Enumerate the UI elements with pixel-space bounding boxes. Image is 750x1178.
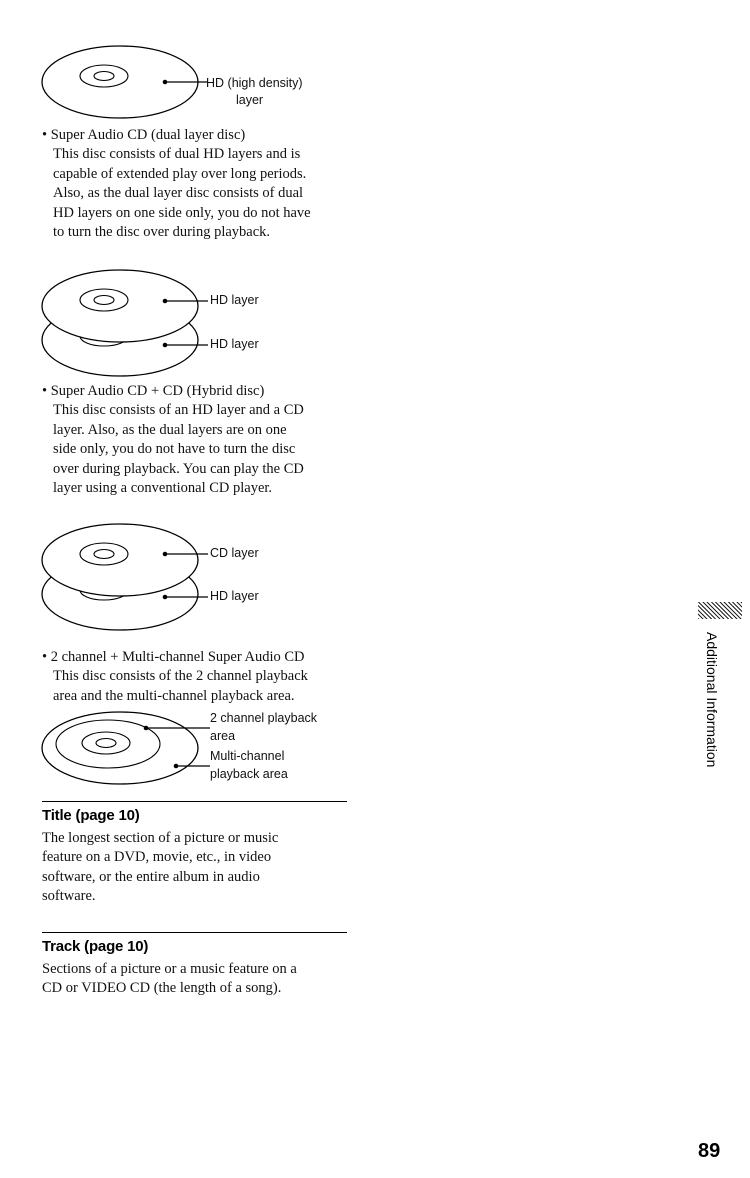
title-definition	[42, 829, 352, 907]
sacd-dual-title: • Super Audio CD (dual layer disc)	[42, 127, 246, 143]
sacd-multi-title: • 2 channel + Multi-channel Super Audio CD	[42, 649, 305, 665]
section-tab-label: Additional Information	[704, 632, 720, 768]
sacd-multichannel-section	[42, 648, 362, 706]
top-disc-outline	[42, 270, 198, 342]
sacd-hybrid-line: over during playback. You can play the CD	[53, 460, 304, 477]
section-tab-marker	[698, 602, 742, 619]
sacd-hybrid-line: side only, you do not have to turn the disc	[53, 441, 296, 458]
sacd-hybrid-line: layer using a conventional CD player.	[53, 480, 273, 497]
title-heading: Title (page 10)	[42, 807, 140, 824]
sacd-multi-line: area and the multi-channel playback area.	[53, 687, 295, 704]
track-line: CD or VIDEO CD (the length of a song).	[42, 980, 282, 997]
hybrid-disc-diagram	[40, 522, 220, 636]
cd-layer-label: CD layer	[210, 546, 259, 560]
disc-outline	[42, 712, 198, 784]
dual-hd-layer-disc-diagram	[40, 268, 220, 382]
track-heading: Track (page 10)	[42, 938, 149, 955]
sacd-dual-line: HD layers on one side only, you do not have	[53, 204, 311, 221]
track-section-rule	[42, 932, 347, 933]
sacd-hybrid-title: • Super Audio CD + CD (Hybrid disc)	[42, 383, 265, 399]
sacd-hybrid-section	[42, 382, 352, 498]
sacd-dual-line: capable of extended play over long periods.	[53, 165, 307, 182]
sacd-dual-line: Also, as the dual layer disc consists of dual	[53, 185, 304, 202]
title-line: software.	[42, 888, 96, 905]
hd-label: HD (high density)	[206, 76, 303, 90]
track-line: Sections of a picture or a music feature on a	[42, 961, 297, 977]
multi-channel-area-label: playback area	[210, 767, 288, 781]
hd-layer-disc-diagram	[40, 42, 220, 122]
multi-channel-label: Multi-channel	[210, 749, 285, 763]
hd-layer-bottom-label: HD layer	[210, 337, 259, 351]
two-channel-label: 2 channel playback	[210, 711, 318, 725]
hd-layer-label: HD layer	[210, 589, 259, 603]
hd-layer-top-label: HD layer	[210, 293, 259, 307]
sacd-hybrid-line: layer. Also, as the dual layers are on one	[53, 421, 287, 438]
track-definition	[42, 960, 362, 999]
sacd-dual-layer-section	[42, 126, 352, 242]
title-section-rule	[42, 801, 347, 802]
title-line: feature on a DVD, movie, etc., in video	[42, 849, 272, 866]
sacd-dual-line: This disc consists of dual HD layers and is	[53, 146, 301, 163]
two-channel-area-label: area	[210, 729, 236, 743]
page-number: 89	[698, 1140, 721, 1162]
title-line: software, or the entire album in audio	[42, 868, 260, 885]
top-disc-outline	[42, 524, 198, 596]
sacd-dual-line: to turn the disc over during playback.	[53, 224, 271, 241]
sacd-hybrid-line: This disc consists of an HD layer and a CD	[53, 402, 304, 419]
layer-label: layer	[236, 93, 264, 107]
sacd-multi-line: This disc consists of the 2 channel playback	[53, 668, 308, 685]
playback-area-disc-diagram	[40, 708, 220, 788]
title-line: The longest section of a picture or music	[42, 830, 279, 846]
